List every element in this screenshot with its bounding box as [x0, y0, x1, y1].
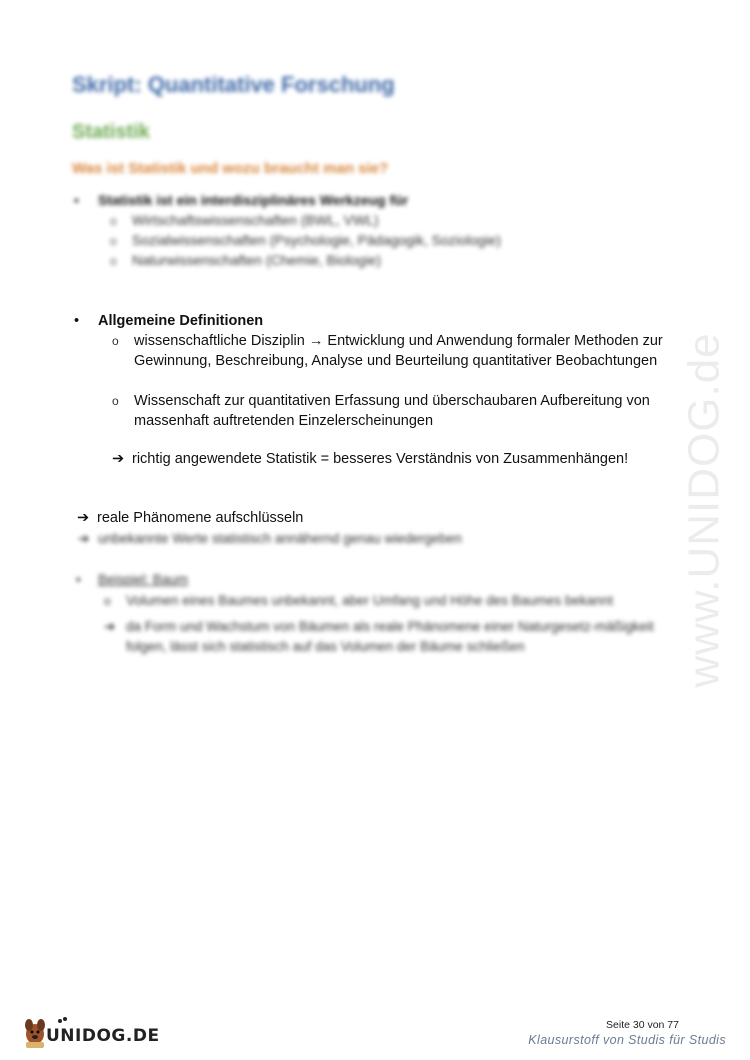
definition-conclusion — [112, 449, 628, 469]
bullet-icon: • — [76, 572, 81, 587]
circle-bullet-icon: o — [112, 334, 119, 348]
intro-item — [110, 210, 379, 231]
arrow-point-text: reale Phänomene aufschlüsseln — [97, 510, 304, 526]
definitions-bullet — [74, 311, 263, 331]
circle-bullet-icon: o — [104, 594, 111, 608]
bullet-icon: • — [74, 192, 79, 208]
watermark-text: www.UNIDOG.de — [680, 332, 730, 688]
intro-item — [110, 250, 381, 271]
arrow-right-icon: ➔ — [78, 531, 90, 546]
question-heading: Was ist Statistik und wozu braucht man sie? — [72, 160, 389, 177]
intro-item-text: Sozialwissenschaften (Psychologie, Pädagogik, Soziologie) — [132, 232, 501, 248]
circle-bullet-icon: o — [110, 254, 117, 268]
page-number: Seite 30 von 77 — [606, 1019, 679, 1031]
watermark — [665, 280, 745, 740]
example-bullet — [76, 570, 188, 590]
conclusion-text: richtig angewendete Statistik = besseres Verständnis von Zusammenhängen! — [132, 451, 629, 467]
example-conclusion-text: da Form und Wachstum von Bäumen als reale Phänomene einer Naturgesetz-mäßigkeit folgen, lässt sich statistisch auf das Volumen der Bäume schließen — [126, 619, 654, 654]
definition-item — [112, 331, 702, 371]
definition-item — [112, 391, 702, 431]
arrow-point — [77, 508, 303, 528]
arrow-right-icon: ➔ — [112, 451, 125, 467]
example-heading: Beispiel: Baum — [98, 572, 189, 587]
example-item-text: Volumen eines Baumes unbekannt, aber Umfang und Höhe des Baumes bekannt — [126, 593, 614, 608]
intro-item-text: Naturwissenschaften (Chemie, Biologie) — [132, 252, 381, 268]
logo-text: UNIDOG.DE — [46, 1026, 160, 1046]
arrow-right-icon: ➔ — [104, 619, 116, 634]
definition-text: wissenschaftliche Disziplin → Entwicklung und Anwendung formaler Methoden zur Gewinnung, Beschreibung, Analyse und Beurteilung quantitativer Beobachtungen — [134, 333, 663, 369]
document-title: Skript: Quantitative Forschung — [72, 72, 395, 97]
example-conclusion — [104, 617, 666, 657]
intro-item — [110, 230, 501, 251]
arrow-point — [78, 529, 462, 549]
definitions-heading: Allgemeine Definitionen — [98, 313, 264, 329]
circle-bullet-icon: o — [110, 214, 117, 228]
arrow-point-text: unbekannte Werte statistisch annähernd genau wiedergeben — [98, 531, 462, 546]
circle-bullet-icon: o — [112, 394, 119, 408]
example-item — [104, 591, 684, 611]
intro-item-text: Wirtschaftswissenschaften (BWL, VWL) — [132, 212, 379, 228]
definition-text: Wissenschaft zur quantitativen Erfassung und überschaubaren Aufbereitung von massenhaft auftretenden Einzelerscheinungen — [134, 393, 650, 429]
intro-bullet-text: Statistik ist ein interdisziplinäres Werkzeug für — [98, 192, 409, 208]
section-heading: Statistik — [72, 121, 150, 143]
intro-bullet — [74, 190, 408, 210]
bullet-icon: • — [74, 313, 80, 329]
circle-bullet-icon: o — [110, 234, 117, 248]
footer-claim: Klausurstoff von Studis für Studis — [528, 1033, 726, 1047]
arrow-right-icon: ➔ — [77, 510, 90, 526]
